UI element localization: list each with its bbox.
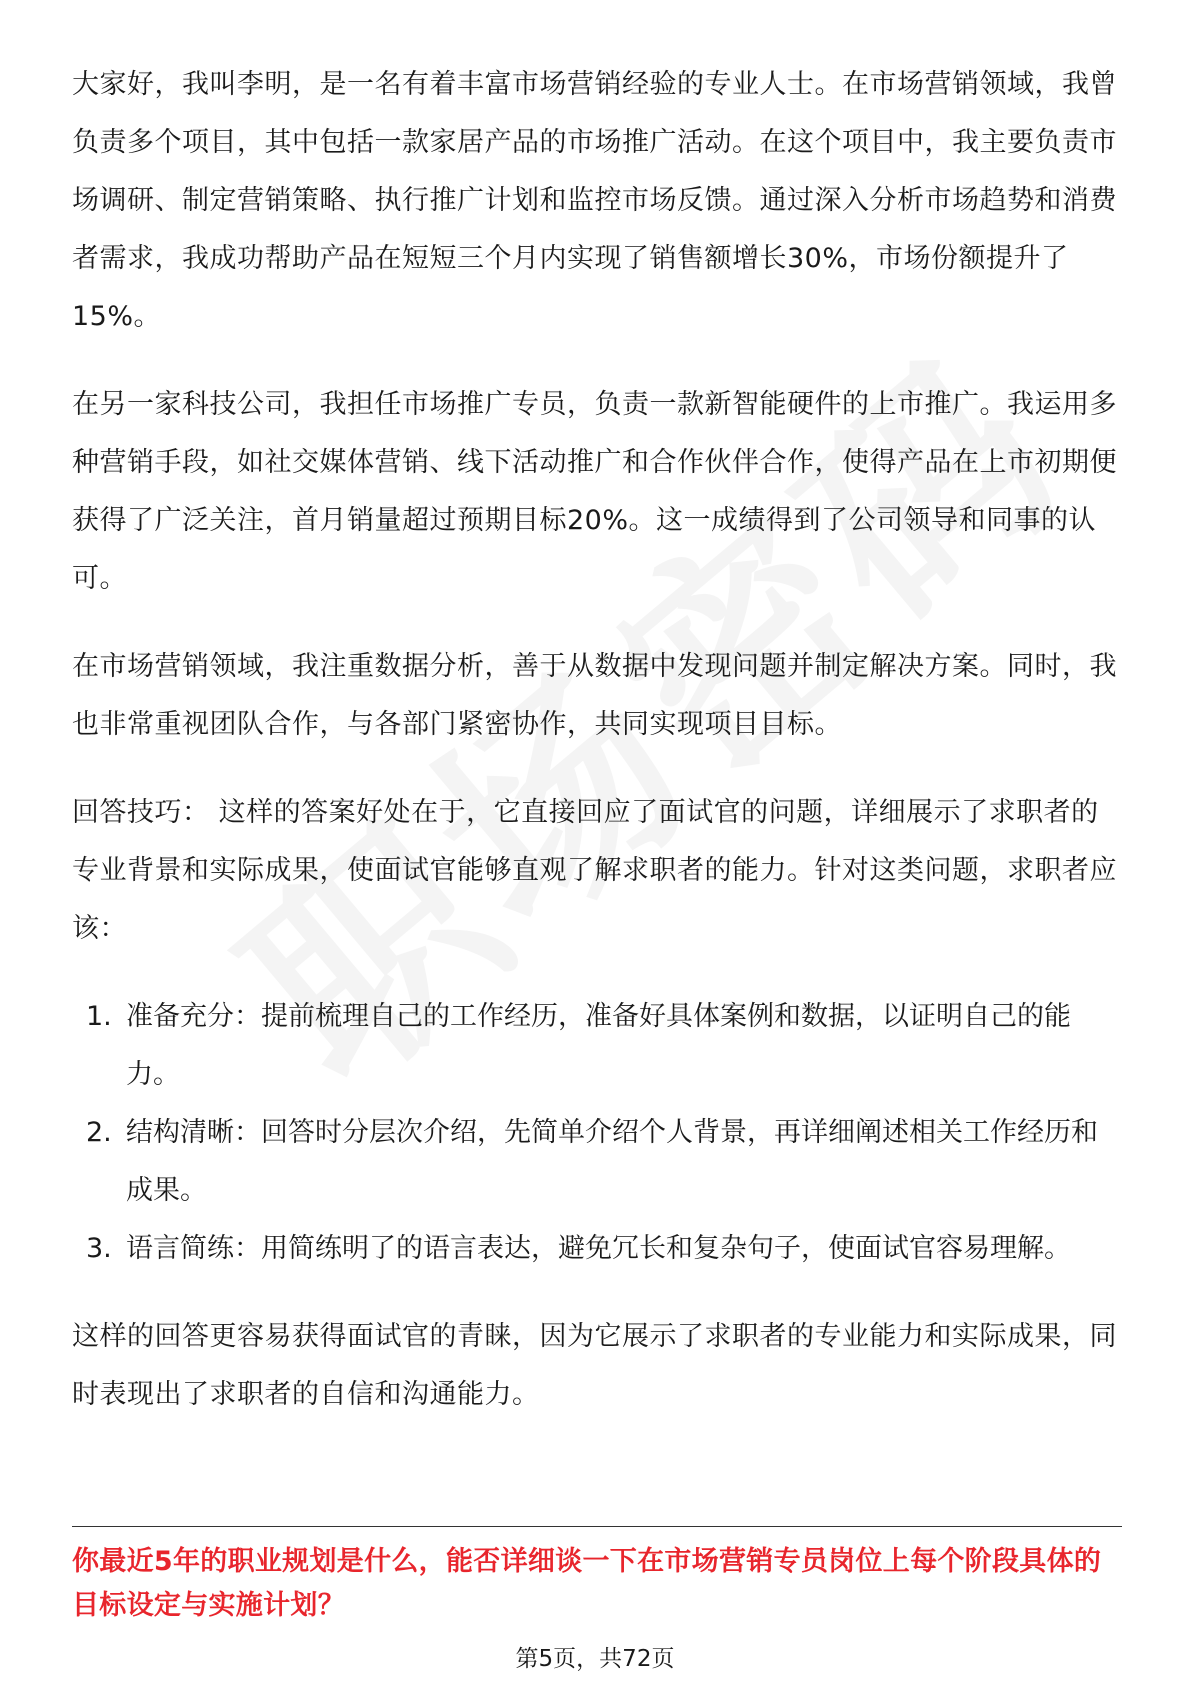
paragraph-intro: 大家好，我叫李明，是一名有着丰富市场营销经验的专业人士。在市场营销领域，我曾负责多个项目，其中包括一款家居产品的市场推广活动。在这个项目中，我主要负责市场调研、制定营销策略、执行推广计划和监控市场反馈。通过深入分析市场趋势和消费者需求，我成功帮助产品在短短三个月内实现了销售额增长30%，市场份额提升了15%。: [72, 69, 1117, 332]
list-item: [72, 1220, 1122, 1278]
paragraph-conclusion: 这样的回答更容易获得面试官的青睐，因为它展示了求职者的专业能力和实际成果，同时表现出了求职者的自信和沟通能力。: [72, 1321, 1117, 1410]
list-item-number: 2.: [86, 1117, 112, 1148]
paragraph-data-analysis: 在市场营销领域，我注重数据分析，善于从数据中发现问题并制定解决方案。同时，我也非常重视团队合作，与各部门紧密协作，共同实现项目目标。: [72, 651, 1117, 740]
list-item-number: 1.: [86, 1001, 112, 1032]
list-item-number: 3.: [86, 1233, 112, 1264]
next-question-heading: 你最近5年的职业规划是什么，能否详细谈一下在市场营销专员岗位上每个阶段具体的目标设定与实施计划？: [72, 1546, 1102, 1621]
page-indicator: 第5页，共72页: [515, 1646, 675, 1672]
tips-list: [72, 988, 1122, 1278]
list-item-text: 结构清晰：回答时分层次介绍，先简单介绍个人背景，再详细阐述相关工作经历和成果。: [126, 1117, 1098, 1206]
list-item: [72, 988, 1122, 1104]
section-divider: [72, 1526, 1122, 1527]
list-item: [72, 1104, 1122, 1220]
paragraph-answer-tips: 回答技巧： 这样的答案好处在于，它直接回应了面试官的问题，详细展示了求职者的专业背景和实际成果，使面试官能够直观了解求职者的能力。针对这类问题，求职者应该：: [72, 797, 1117, 944]
document-body: [72, 56, 1122, 1454]
list-item-text: 语言简练：用简练明了的语言表达，避免冗长和复杂句子，使面试官容易理解。: [126, 1233, 1071, 1264]
list-item-text: 准备充分：提前梳理自己的工作经历，准备好具体案例和数据，以证明自己的能力。: [126, 1001, 1071, 1090]
paragraph-tech-company: 在另一家科技公司，我担任市场推广专员，负责一款新智能硬件的上市推广。我运用多种营销手段，如社交媒体营销、线下活动推广和合作伙伴合作，使得产品在上市初期便获得了广泛关注，首月销量超过预期目标20%。这一成绩得到了公司领导和同事的认可。: [72, 389, 1117, 594]
